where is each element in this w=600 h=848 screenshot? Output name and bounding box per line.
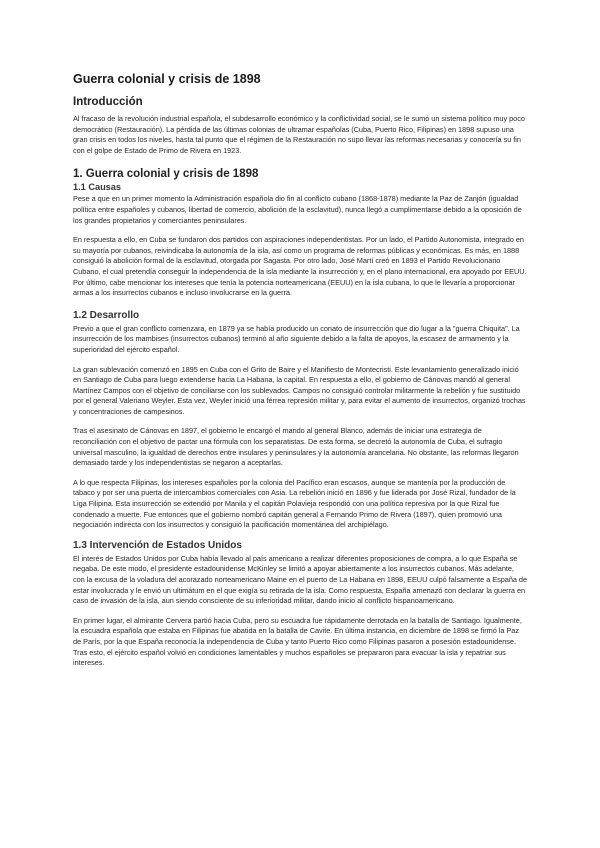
intervencion-paragraph-2: En primer lugar, el almirante Cervera partió hacia Cuba, pero su escuadra fue rápidamente derrotada en la batalla de Santiago. Igualmente, la escuadra española que estaba en Filipinas fue abatida en la batalla de Cavite. En última instancia, en diciembre de 1898 se firmó la Paz de París, por la que España reconocía la independencia de Cuba y tanto Puerto Rico como Filipinas pasaron a posesión estadounidense. Tras esto, el ejército español volvió en condiciones lamentables y muchos españoles se prepararon para evacuar la isla y repatriar sus intereses. [73,615,522,668]
desarrollo-paragraph-1: Previo a que el gran conflicto comenzara, en 1879 ya se había producido un conato de insurrección que dio lugar a la "guerra Chiquita". La insurrección de los mambises (insurrectos cubanos) terminó al año siguiente debido a la falta de apoyos, la escasez de armamento y la superioridad del ejército español. [73,323,520,354]
causas-heading: 1.1 Causas [73,182,122,193]
intro-paragraph: Al fracaso de la revolución industrial española, el subdesarrollo económico y la conflictividad social, se le sumó un sistema político muy poco democrático (Restauración). La pérdida de las últimas colonias de ultramar españolas (Cuba, Puerto Rico, Filipinas) en 1898 supuso una gran crisis en todos los niveles, hasta tal punto que el régimen de la Restauración no supo llevar las reformas necesarias y conocería su fin con el golpe de Estado de Primo de Rivera en 1923. [73,114,525,155]
causas-paragraph-2: En respuesta a ello, en Cuba se fundaron dos partidos con aspiraciones independentistas. Por un lado, el Partido Autonomista, integrado en su mayoría por cubanos, reivindicaba la autonomía de la isla, así como un programa de reformas públicas y económicas. Es más, en 1888 consiguió la abolición formal de la esclavitud, otorgada por Sagasta. Por otro lado, José Martí creó en 1893 el Partido Revolucionario Cubano, el cual pretendía conseguir la independencia de la isla mediante la insurrección y, en el plano internacional, era apoyado por EEUU. Por último, cabe mencionar los intereses que tenía la potencia norteamericana (EEUU) en la isla cubana, lo que le llevaría a proporcionar armas a los insurrectos cubanos e incluso involucrarse en la guerra. [73,235,527,298]
intervencion-paragraph-1: El interés de Estados Unidos por Cuba había llevado al país americano a realizar diferentes proposiciones de compra, a lo que España se negaba. De este modo, el presidente estadounidense McKinley se limitó a apoyar abiertamente a los insurrectos cubanos. Más adelante, con la excusa de la voladura del acorazado norteamericano Maine en el puerto de La Habana en 1898, EEUU culpó falsamente a España de estar involucrada y le envió un ultimátum en el que exigía su retirada de la isla. Como respuesta, España amenazó con declarar la guerra en caso de invasión de la isla, aun siendo consciente de su inferioridad militar, dando inicio al conflicto hispanoamericano. [73,553,528,606]
document-title: Guerra colonial y crisis de 1898 [73,72,261,86]
section-1-heading: 1. Guerra colonial y crisis de 1898 [73,168,259,181]
desarrollo-heading: 1.2 Desarrollo [73,309,140,321]
intro-heading: Introducción [73,96,143,108]
desarrollo-paragraph-4: A lo que respecta Filipinas, los intereses españoles por la colonia del Pacífico eran escasos, aunque se mantenía por la producción de tabaco y por ser una puerta de intercambios comerciales con Asia. La rebelión inició en 1896 y fue liderada por José Rizal, fundador de la Liga Filipina. Esta insurrección se extendió por Manila y el capitán Polavieja respondió con una política represiva por la que Rizal fue condenado a muerte. Fue entonces que el gobierno nombró capitán general a Fernando Primo de Rivera (1897), quien promovió una negociación indirecta con los insurrectos y consiguió la pacificación momentánea del archipiélago. [73,477,516,530]
desarrollo-paragraph-3: Tras el asesinato de Cánovas en 1897, el gobierno le encargó el mando al general Blanco, además de iniciar una estrategia de reconciliación con el objetivo de pactar una fórmula con los separatistas. De esta forma, se decretó la autonomía de Cuba, el sufragio universal masculino, la igualdad de derechos entre insulares y peninsulares y la autonomía arancelaria. No obstante, las reformas llegaron demasiado tarde y los independentistas se negaron a aceptarlas. [73,426,519,468]
desarrollo-paragraph-2: La gran sublevación comenzó en 1895 en Cuba con el Grito de Baire y el Manifiesto de Montecristi. Este levantamiento generalizado inició en Santiago de Cuba para luego extenderse hacia La Habana, la capital. En respuesta a ello, el gobierno de Cánovas mandó al general Martínez Campos con el objetivo de conciliarse con los sublevados. Campos no consiguió controlar militarmente la rebelión y fue sustituido por el general Valeriano Weyler. Esta vez, Weyler inició una férrea represión militar y, para evitar el aumento de insurrectos, organizó trochas y concentraciones de campesinos. [73,364,526,416]
intervencion-heading: 1.3 Intervención de Estados Unidos [73,539,242,551]
causas-paragraph-1: Pese a que en un primer momento la Administración española dio fin al conflicto cubano (1868-1878) mediante la Paz de Zanjón (igualdad política entre españoles y cubanos, libertad de comercio, abolición de la esclavitud), nunca llegó a cumplimentarse debido a la oposición de los grandes propietarios y comerciantes peninsulares. [73,194,522,225]
